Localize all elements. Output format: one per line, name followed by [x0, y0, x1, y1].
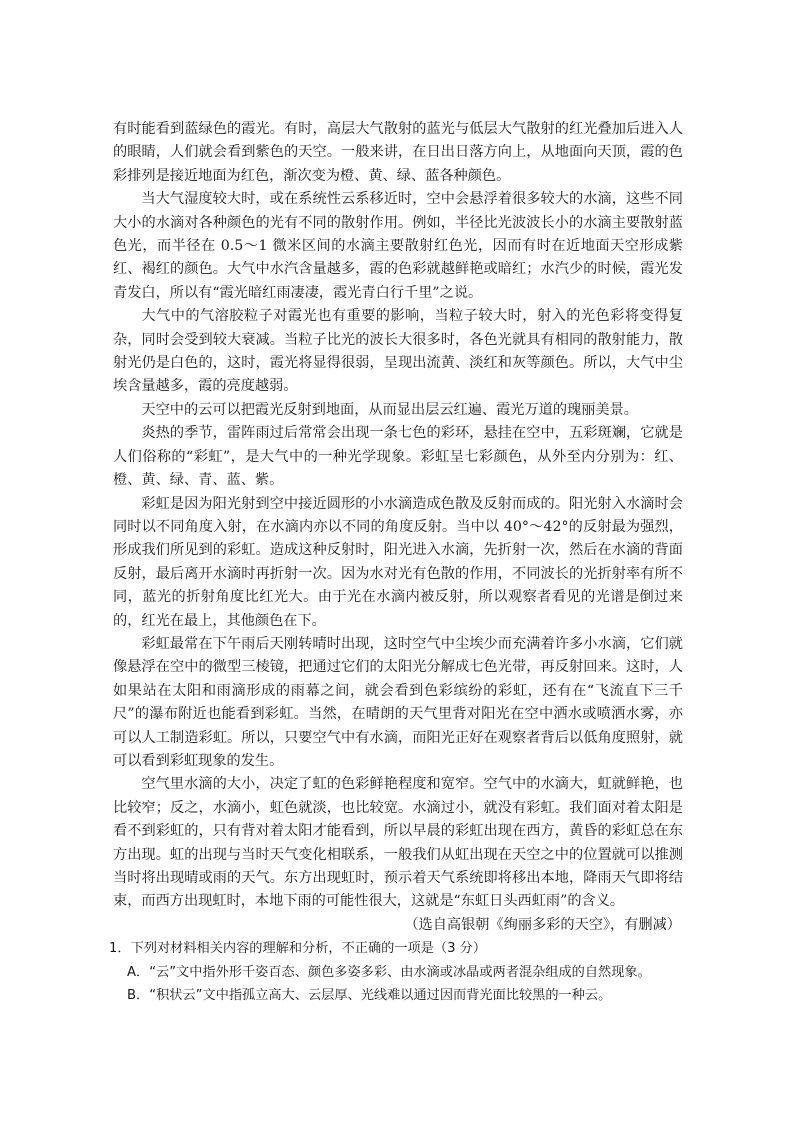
paragraph-1: 有时能看到蓝绿色的霞光。有时，高层大气散射的蓝光与低层大气散射的红光叠加后进入人的眼睛，人们就会看到紫色的天空。一般来讲，在日出日落方向上，从地面向天顶，霞的色彩排列是接近地面为红色，渐次变为橙、黄、绿、蓝各种颜色。: [113, 121, 683, 184]
question-stem: 1．下列对材料相关内容的理解和分析，不正确的一项是（3 分）: [109, 941, 487, 957]
paragraph-2: 当大气湿度较大时，或在系统性云系移近时，空中会悬浮着很多较大的水滴，这些不同大小的水滴对各种颜色的光有不同的散射作用。例如，半径比光波波长小的水滴主要散射蓝色光，而半径在 0.5～1 微米区间的水滴主要散射红色光，因而有时在近地面天空形成紫红、褐红的颜色。大气中水汽含量越多，霞的色彩就越鲜艳或暗红；水汽少的时候，霞光发青发白，所以有“霞光暗红雨凄凄，霞光青白行千里”之说。: [113, 191, 683, 301]
document-page: [109, 118, 683, 1007]
paragraph-4: 天空中的云可以把霞光反射到地面，从而显出层云红遍、霞光万道的瑰丽美景。: [141, 401, 638, 418]
paragraph-7: 彩虹最常在下午雨后天刚转晴时出现，这时空气中尘埃少而充满着许多小水滴，它们就像悬浮在空中的微型三棱镜，把通过它们的太阳光分解成七色光带，再反射回来。这时，人如果站在太阳和雨滴形成的雨幕之间，就会看到色彩缤纷的彩虹，还有在“飞流直下三千尺”的瀑布附近也能看到彩虹。当然，在晴朗的天气里背对阳光在空中洒水或喷洒水雾，亦可以人工制造彩虹。所以，只要空气中有水滴，而阳光正好在观察者背后以低角度照射，就可以看到彩虹现象的发生。: [113, 635, 683, 769]
paragraph-8: 空气里水滴的大小，决定了虹的色彩鲜艳程度和宽窄。空气中的水滴大，虹就鲜艳，也比较窄；反之，水滴小，虹色就淡，也比较宽。水滴过小，就没有彩虹。我们面对着太阳是看不到彩虹的，只有背对着太阳才能看到，所以早晨的彩虹出现在西方，黄昏的彩虹总在东方出现。虹的出现与当时天气变化相联系，一般我们从虹出现在天空之中的位置就可以推测当时将出现晴或雨的天气。东方出现虹时，预示着天气系统即将移出本地，降雨天气即将结束，而西方出现虹时，本地下雨的可能性很大，这就是“东虹日头西虹雨”的含义。: [113, 776, 683, 910]
question-option-a: A．“云”文中指外形千姿百态、颜色多姿多彩、由水滴或冰晶或两者混杂组成的自然现象。: [127, 964, 651, 980]
paragraph-5: 炎热的季节，雷阵雨过后常常会出现一条七色的彩环，悬挂在空中，五彩斑斓，它就是人们俗称的“彩虹”，是大气中的一种光学现象。彩虹呈七彩颜色，从外至内分别为：红、橙、黄、绿、青、蓝、紫。: [113, 425, 683, 489]
paragraph-3: 大气中的气溶胶粒子对霞光也有重要的影响，当粒子较大时，射入的光色彩将变得复杂，同时会受到较大衰减。当粒子比光的波长大很多时，各色光就具有相同的散射能力，散射光仍是白色的，这时，霞光将显得很弱，呈现出流黄、淡红和灰等颜色。所以，大气中尘埃含量越多，霞的亮度越弱。: [113, 308, 683, 395]
question-option-b: B．“积状云”文中指孤立高大、云层厚、光线难以通过因而背光面比较黑的一种云。: [127, 988, 612, 1004]
paragraph-6: 彩虹是因为阳光射到空中接近圆形的小水滴造成色散及反射而成的。阳光射入水滴时会同时以不同角度入射，在水滴内亦以不同的角度反射。当中以 40°～42°的反射最为强烈，形成我们所见到的彩虹。造成这种反射时，阳光进入水滴，先折射一次，然后在水滴的背面反射，最后离开水滴时再折射一次。因为水对光有色散的作用，不同波长的光折射率有所不同，蓝光的折射角度比红光大。由于光在水滴内被反射，所以观察者看见的光谱是倒过来的，红光在最上，其他颜色在下。: [113, 495, 683, 629]
source-citation: （选自高银朝《绚丽多彩的天空》，有删减）: [404, 916, 681, 933]
